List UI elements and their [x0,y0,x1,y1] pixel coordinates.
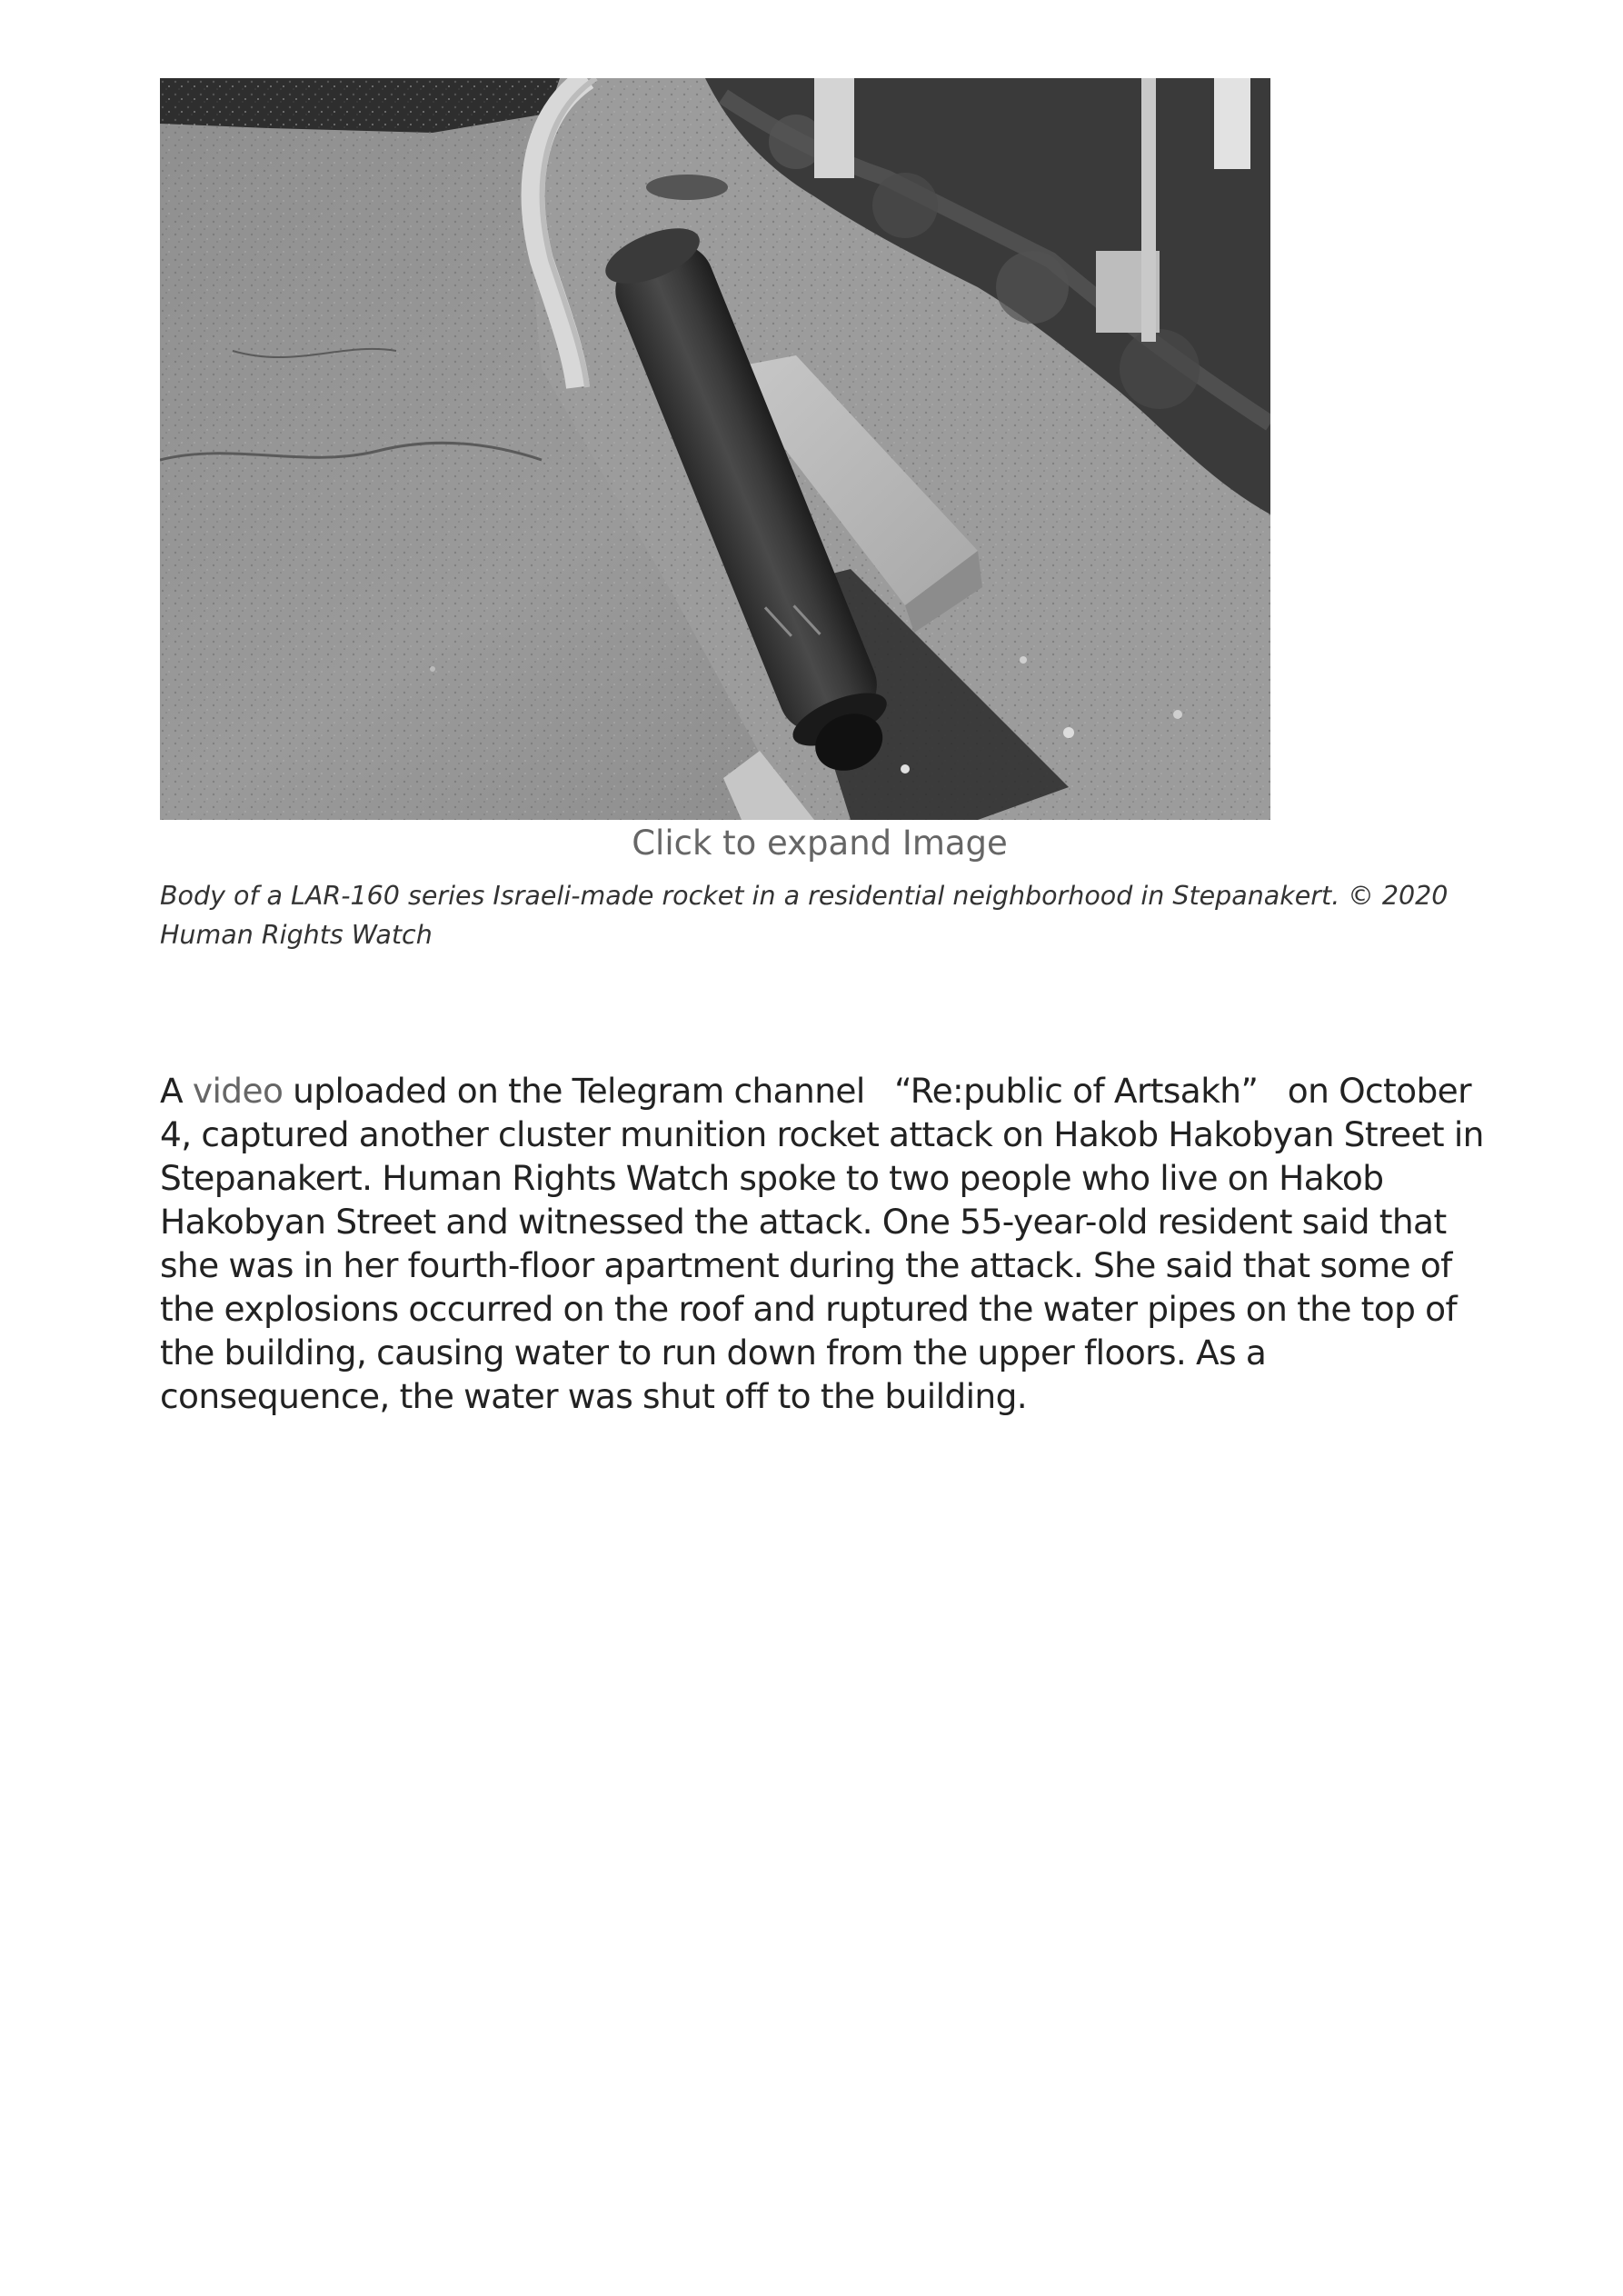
expand-image-link[interactable]: Click to expand Image [632,824,1008,863]
paragraph-text: uploaded on the Telegram channel “Re:public of Artsakh” on October 4, captured another cluster munition rocket attack on Hakob Hakobyan Street in Stepanakert. Human Rights Watch spoke to two people who live on Hakob Hakobyan Street and witnessed the attack. One 55-year-old resident said that she was in her fourth-floor apartment during the attack. She said that some of the explosions occurred on the roof and ruptured the water pipes on the top of the building, causing water to run down from the upper floors. As a consequence, the water was shut off to the building. [160,1070,1484,1416]
body-paragraph [160,1069,1487,1418]
rocket-photo[interactable] [160,78,1270,820]
paragraph-lead: A [160,1070,193,1111]
rocket-photo-image [160,78,1270,820]
video-link[interactable]: video [192,1070,284,1111]
image-caption: Body of a LAR-160 series Israeli-made rocket in a residential neighborhood in Stepanakert. © 2020 Human Rights Watch [160,881,1449,950]
